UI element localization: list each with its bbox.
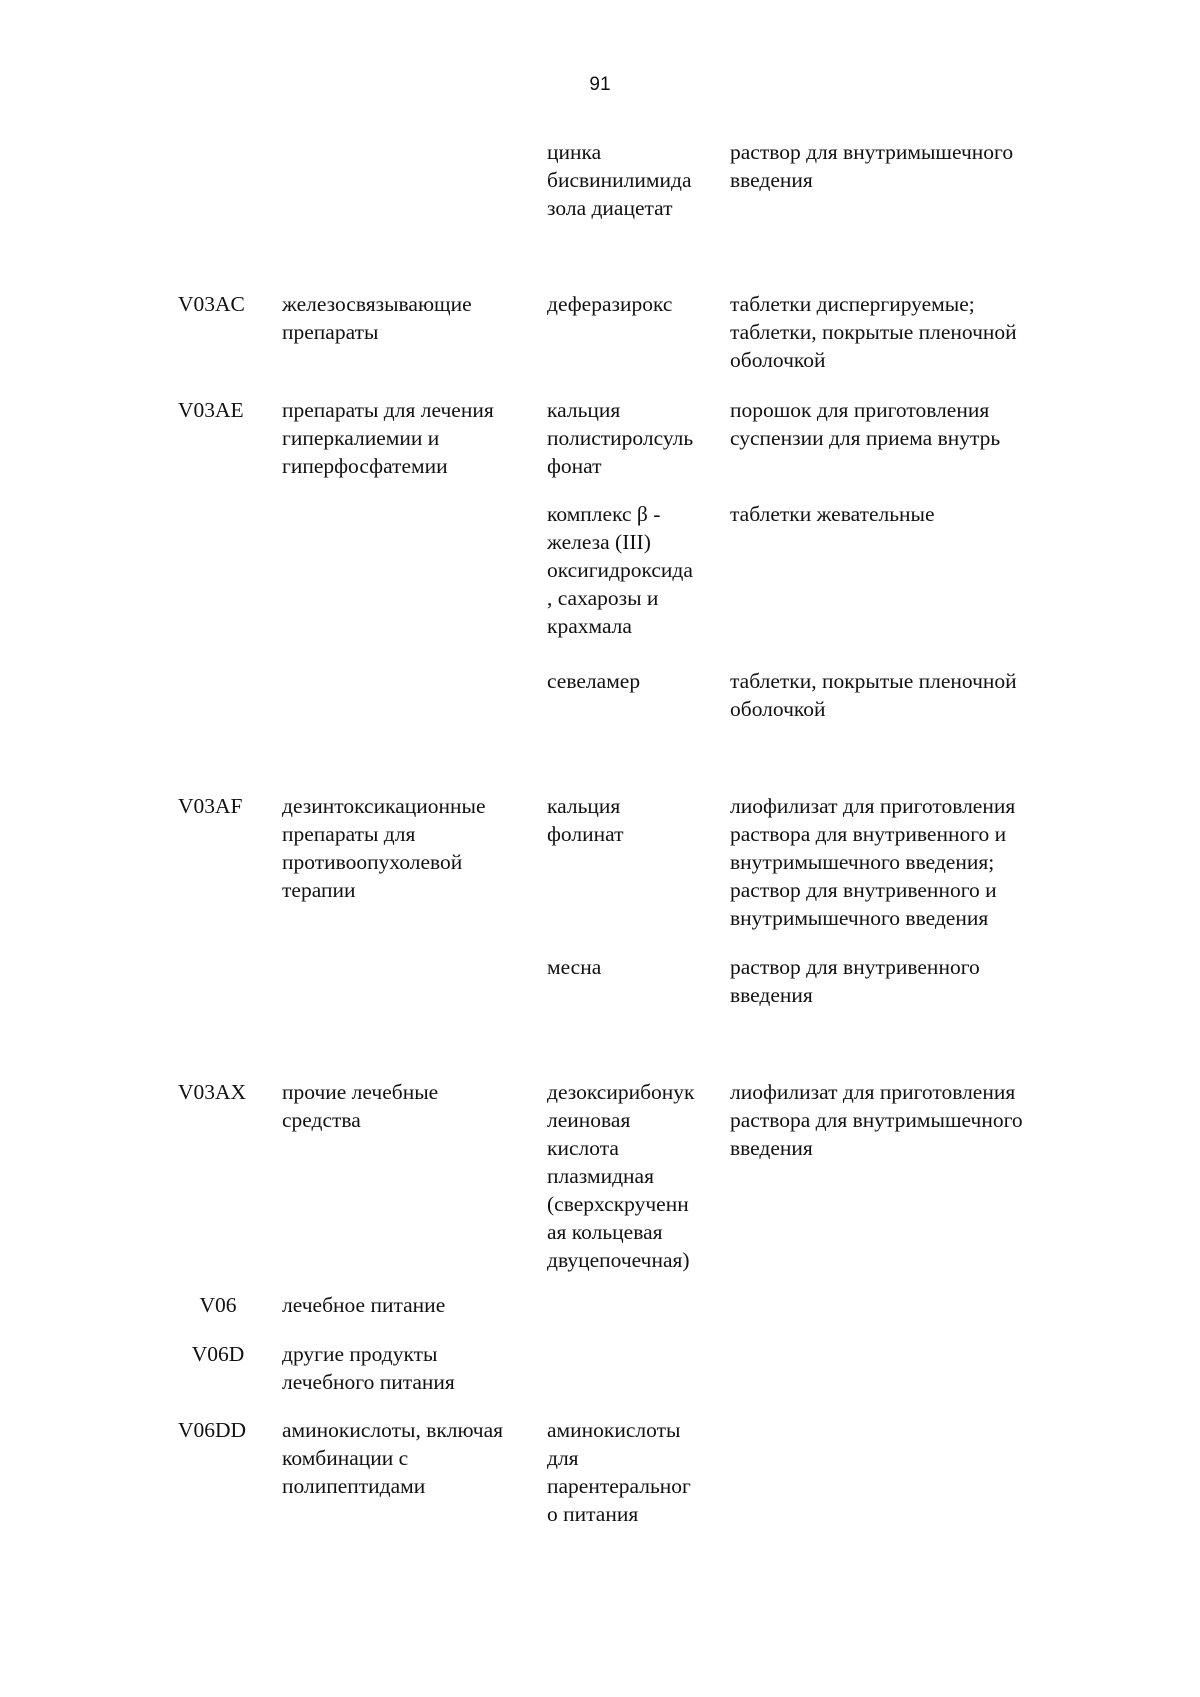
- table-cell-inn: месна: [547, 955, 602, 979]
- table-cell-form: раствор для внутримышечного введения: [730, 140, 1014, 192]
- table-cell-form: лиофилизат для приготовления раствора для внутривенного и внутримышечного введения; раствор для внутривенного и внутримышечного введения: [730, 794, 1016, 930]
- table-cell-name: другие продукты лечебного питания: [282, 1342, 455, 1394]
- table-cell-inn: дезоксирибонук леиновая кислота плазмидная (сверхскрученн ая кольцевая двуцепочечная): [547, 1080, 695, 1272]
- table-cell-inn: цинка бисвинилимида зола диацетат: [547, 140, 692, 220]
- table-cell-code: V03AC: [178, 292, 245, 316]
- page-number: 91: [589, 74, 611, 95]
- table-cell-name: аминокислоты, включая комбинации с полипептидами: [282, 1418, 504, 1498]
- table-cell-name: дезинтоксикационные препараты для противоопухолевой терапии: [282, 794, 486, 902]
- table-cell-code: V06DD: [178, 1418, 247, 1442]
- table-cell-name: железосвязывающие препараты: [282, 292, 472, 344]
- table-cell-inn: кальция фолинат: [547, 794, 624, 846]
- table-cell-form: таблетки, покрытые пленочной оболочкой: [730, 669, 1017, 721]
- table-cell-inn: деферазирокс: [547, 292, 673, 316]
- table-cell-form: порошок для приготовления суспензии для приема внутрь: [730, 398, 1001, 450]
- table-cell-name: прочие лечебные средства: [282, 1080, 439, 1132]
- table-cell-inn: севеламер: [547, 669, 641, 693]
- table-cell-inn: кальция полистиролсуль фонат: [547, 398, 694, 478]
- table-cell-code: V03AF: [178, 794, 243, 818]
- table-cell-form: таблетки жевательные: [730, 502, 935, 526]
- table-cell-inn: аминокислоты для парентеральног о питания: [547, 1418, 691, 1526]
- table-cell-code: V03AE: [178, 398, 244, 422]
- table-cell-code: V06D: [191, 1342, 245, 1366]
- table-cell-form: лиофилизат для приготовления раствора для внутримышечного введения: [730, 1080, 1023, 1160]
- table-cell-name: лечебное питание: [282, 1293, 446, 1317]
- table-cell-code: V06: [199, 1293, 237, 1317]
- table-cell-inn: комплекс β - железа (III) оксигидроксида , сахарозы и крахмала: [547, 502, 693, 638]
- table-cell-form: раствор для внутривенного введения: [730, 955, 980, 1007]
- table-cell-form: таблетки диспергируемые; таблетки, покрытые пленочной оболочкой: [730, 292, 1017, 372]
- table-cell-name: препараты для лечения гиперкалиемии и гиперфосфатемии: [282, 398, 494, 478]
- table-cell-code: V03AX: [178, 1080, 247, 1104]
